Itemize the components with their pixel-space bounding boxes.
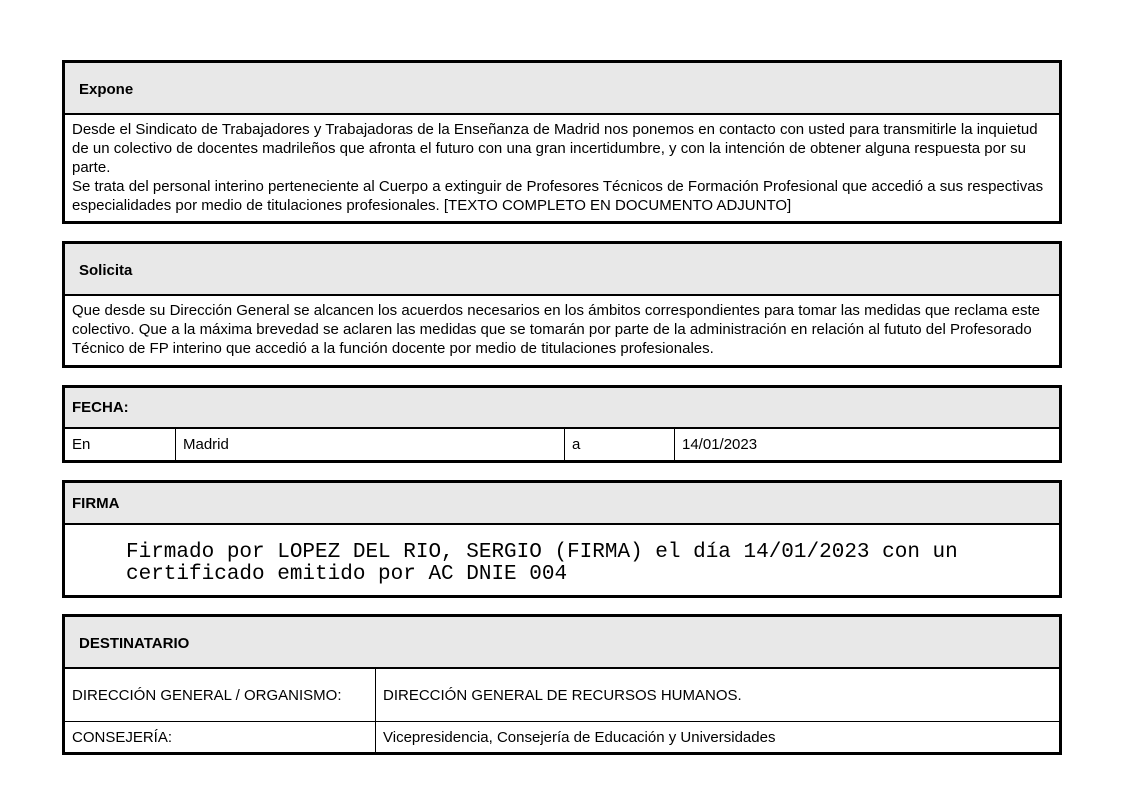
city-value: Madrid [176, 429, 565, 460]
firma-title: FIRMA [72, 494, 120, 512]
organismo-value: DIRECCIÓN GENERAL DE RECURSOS HUMANOS. [383, 686, 742, 704]
fecha-title: FECHA: [72, 399, 129, 416]
solicita-paragraph: Que desde su Dirección General se alcancen los acuerdos necesarios en los ámbitos correspondientes para tomar las medidas que reclama este colectivo. Que a la máxima brevedad se aclaren las medidas que se tomarán por parte de la administración en relación al fututo del Profesorado Técnico de FP interino que accedió a la función docente por medio de titulaciones profesionales. [72, 302, 1041, 357]
signature-text: Firmado por LOPEZ DEL RIO, SERGIO (FIRMA) el día 14/01/2023 con un certificado emitido por AC DNIE 004 [126, 541, 958, 586]
en-label: En [65, 429, 176, 460]
expone-paragraph-1: Desde el Sindicato de Trabajadores y Trabajadoras de la Enseñanza de Madrid nos ponemos en contacto con usted para transmitirle la inquietud de un colectivo de docentes madrileños que afronta el futuro con una gran incertidumbre, y con la intención de obtener alguna respuesta por su parte. [72, 121, 1038, 176]
expone-section [62, 60, 1062, 224]
solicita-body [65, 296, 1059, 358]
firma-header [65, 483, 1059, 525]
solicita-title: Solicita [79, 261, 133, 279]
expone-body [65, 115, 1059, 215]
consejeria-value: Vicepresidencia, Consejería de Educación y Universidades [383, 728, 776, 746]
organismo-label: DIRECCIÓN GENERAL / ORGANISMO: [65, 669, 376, 721]
solicita-section [62, 241, 1062, 368]
destinatario-header [65, 617, 1059, 669]
destinatario-row-consejeria [65, 722, 1059, 752]
expone-paragraph-2: Se trata del personal interino perteneciente al Cuerpo a extinguir de Profesores Técnicos de Formación Profesional que accedió a sus respectivas especialidades por medio de titulaciones profesionales. [TEXTO COMPLETO EN DOCUMENTO ADJUNTO] [72, 178, 1044, 214]
firma-section [62, 480, 1062, 598]
consejeria-label: CONSEJERÍA: [65, 722, 376, 752]
fecha-row [65, 429, 1059, 460]
destinatario-section [62, 614, 1062, 755]
solicita-header [65, 244, 1059, 296]
expone-title: Expone [79, 80, 134, 98]
destinatario-row-organismo [65, 669, 1059, 722]
fecha-section [62, 385, 1062, 463]
a-label: a [565, 429, 675, 460]
destinatario-title: DESTINATARIO [79, 634, 190, 652]
expone-header [65, 63, 1059, 115]
date-value: 14/01/2023 [682, 436, 758, 453]
fecha-header [65, 388, 1059, 429]
